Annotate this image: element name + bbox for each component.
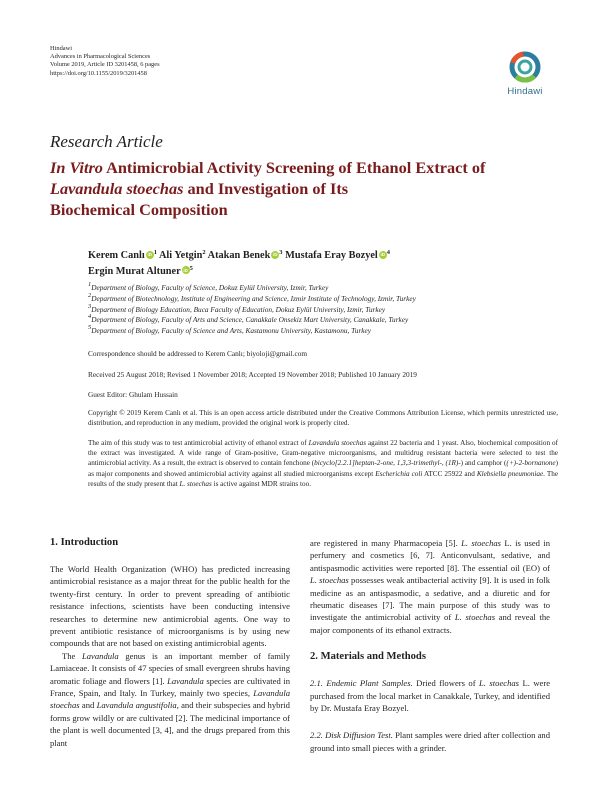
body-text: are registered in many Pharmacopeia [5].	[310, 538, 462, 548]
title-species-italic: Lavandula stoechas	[50, 179, 184, 198]
body-text: possesses weak antibacterial activity [9]. It is used in folk medicine as an antispasmodic, a sedative, and a diuretic and for rheumatic diseases [7]. The main purpose of this study was to investigate the antimicrobial activity of	[310, 575, 551, 623]
affiliation-number: 2	[88, 291, 92, 299]
author-name[interactable]: Kerem Canlı	[88, 250, 145, 261]
affiliation-text: Department of Biology, Faculty of Science and Arts, Kastamonu University, Kastamonu, Turkey	[91, 326, 372, 336]
body-text: L. were purchased from the local market in Canakkale, Turkey, and identified by Dr. Mustafa Eray Bozyel.	[310, 678, 551, 714]
title-italic-part: In Vitro	[50, 158, 103, 177]
journal-name: Advances in Pharmacological Sciences	[50, 53, 151, 61]
author-name[interactable]: Ergin Murat Altuner	[88, 265, 181, 277]
volume-info: Volume 2019, Article ID 3201458, 6 pages	[50, 61, 160, 69]
affiliation-number: 5	[88, 324, 92, 332]
body-text: Plant samples were dried after collection and ground into small pieces with a grinder.	[310, 730, 551, 753]
body-paragraph	[310, 537, 550, 636]
affiliation-item	[88, 302, 558, 316]
author-name[interactable]: Atakan Benek	[207, 250, 271, 261]
subsection-title: 2.1. Endemic Plant Samples.	[310, 678, 413, 689]
section-heading-materials-methods: 2. Materials and Methods	[310, 651, 426, 663]
body-italic: Lavandula stoechas	[50, 688, 290, 711]
body-text: and	[79, 700, 97, 711]
abstract-italic: bicyclo[2.2.1]heptan-2-one, 1,3,3-trimethyl-, (1R)-	[314, 459, 461, 468]
affiliation-text: Department of Biology Education, Buca Faculty of Education, Dokuz Eylül University, Izmir, Turkey	[91, 304, 386, 314]
author-name[interactable]: Mustafa Eray Bozyel	[285, 250, 378, 261]
body-paragraph	[50, 650, 290, 749]
section-heading-introduction: 1. Introduction	[50, 537, 119, 548]
affiliation-number: 1	[88, 281, 92, 288]
affiliation-item	[88, 291, 558, 305]
body-italic: Lavandula	[81, 650, 119, 661]
affiliation-list	[88, 283, 558, 337]
author-list	[88, 248, 558, 279]
abstract-italic: Klebsiella pneumoniae	[476, 469, 544, 478]
body-paragraph	[310, 729, 550, 754]
author-affiliation-number: 5	[189, 264, 193, 272]
affiliation-number: 3	[88, 302, 92, 310]
body-italic: L. stoechas	[454, 612, 496, 623]
body-text: genus is an important member of family Lamiaceae. It consists of 47 species of small evergreen shrubs having aromatic foliage and flowers [1].	[50, 650, 290, 686]
body-text: Dried flowers of	[412, 678, 480, 689]
abstract-text: . The results of the study present that	[88, 469, 559, 488]
affiliation-item	[88, 326, 558, 337]
affiliation-item	[88, 283, 558, 294]
spacer	[310, 636, 550, 651]
abstract-text: The aim of this study was to test antimicrobial activity of ethanol extract of	[88, 439, 309, 447]
spacer	[310, 714, 550, 729]
hindawi-rings-icon	[505, 50, 545, 84]
abstract	[88, 438, 558, 489]
body-text: species are cultivated in France, Spain, and Italy. In Turkey, mainly two species,	[50, 675, 290, 699]
guest-editor: Guest Editor: Ghulam Hussain	[88, 390, 178, 399]
abstract-text: against 22 bacteria and 1 yeast. Also, biochemical composition of the extract was investigated. A wide range of Gram-positive, Gram-negative microorganisms, and multidrug resistant bacteria were selected to test the antimicrobial activity. As a result, the extract is observed to contain fenchone (	[88, 439, 558, 468]
orcid-icon[interactable]	[182, 266, 190, 274]
correspondence: Correspondence should be addressed to Kerem Canlı; biyoloji@gmail.com	[88, 349, 308, 358]
author-affiliation-number: 1	[153, 249, 157, 256]
abstract-text: ) as major components and showed antimicrobial activity against all studied microorganisms except	[88, 459, 558, 478]
affiliation-number: 4	[88, 313, 92, 321]
affiliation-text: Department of Biology, Faculty of Arts and Science, Canakkale Onsekiz Mart University, Canakkale, Turkey	[91, 315, 409, 325]
body-paragraph: The World Health Organization (WHO) has predicted increasing antimicrobial resistance as a major threat for the public health for the twenty-first century. In order to prevent spreading of antibiotic resistance infections, scientists have been conducting intensive researches to determine new antimicrobial agents. One way to prevent antibiotic resistance of microorganisms is by using new compounds that are not based on existing antimicrobial agents.	[50, 564, 290, 649]
title-text-part: Biochemical Composition	[50, 200, 228, 219]
title-text-part: and Investigation of Its	[183, 179, 349, 198]
body-italic: L. stoechas	[479, 678, 520, 689]
author-affiliation-number: 3	[279, 249, 283, 256]
orcid-icon[interactable]	[271, 251, 279, 259]
abstract-italic: Escherichia coli	[375, 469, 423, 478]
body-text: , and their subspecies and hybrid forms grow wildly or are cultivated [2]. The medicinal importance of the plant is well documented [3, 4], and the drugs prepared from this plant	[50, 700, 290, 748]
subsection-title: 2.2. Disk Diffusion Test.	[310, 730, 393, 741]
abstract-italic: L. stoechas	[179, 479, 212, 488]
hindawi-logo[interactable]	[500, 50, 550, 97]
abstract-italic: Lavandula stoechas	[308, 439, 367, 447]
body-text: L. is used in perfumery and cosmetics [6, 7]. Anticonvulsant, sedative, and antispasmodic activities were reported [8]. The essential oil (EO) of	[310, 538, 550, 573]
author-affiliation-number: 2	[202, 249, 206, 256]
author-name[interactable]: Ali Yetgin	[158, 250, 203, 261]
body-italic: Lavandula angustifolia	[96, 700, 177, 711]
journal-meta	[50, 45, 160, 78]
orcid-icon[interactable]	[379, 251, 387, 259]
publication-dates: Received 25 August 2018; Revised 1 November 2018; Accepted 19 November 2018; Published 10 January 2019	[88, 370, 417, 379]
doi-link[interactable]: https://doi.org/10.1155/2019/3201458	[50, 69, 147, 77]
article-title	[50, 157, 555, 220]
body-column-right	[310, 537, 550, 754]
body-italic: Lavandula	[167, 675, 204, 686]
article-type: Research Article	[50, 132, 163, 151]
abstract-text: ATCC 25922 and	[422, 469, 477, 478]
orcid-icon[interactable]	[146, 251, 154, 259]
title-text-part: Antimicrobial Activity Screening of Ethanol Extract of	[102, 158, 486, 177]
body-text: and reveal the major components of its ethanol extracts.	[310, 612, 550, 635]
abstract-text: ) and camphor (	[460, 459, 507, 468]
publisher-name: Hindawi	[50, 45, 73, 52]
body-paragraph	[310, 677, 550, 714]
body-italic: L. stoechas	[310, 575, 349, 586]
affiliation-item	[88, 315, 558, 326]
abstract-italic: (+)-2-bornanone	[506, 459, 556, 468]
affiliation-text: Department of Biology, Faculty of Science, Dokuz Eylül University, Izmir, Turkey	[91, 283, 329, 292]
body-italic: L. stoechas	[461, 538, 502, 548]
body-column-left	[50, 537, 290, 749]
logo-wordmark: Hindawi	[507, 86, 543, 97]
abstract-text: is active against MDR strains too.	[211, 479, 311, 488]
author-affiliation-number: 4	[386, 249, 391, 256]
affiliation-text: Department of Biotechnology, Institute of Engineering and Science, Izmir Institute of Technology, Izmir, Turkey	[91, 293, 416, 303]
copyright-notice: Copyright © 2019 Kerem Canlı et al. This is an open access article distributed under the Creative Commons Attribution License, which permits unrestricted use, distribution, and reproduction in any medium, provided the original work is properly cited.	[88, 409, 558, 428]
body-text: The	[62, 650, 82, 661]
